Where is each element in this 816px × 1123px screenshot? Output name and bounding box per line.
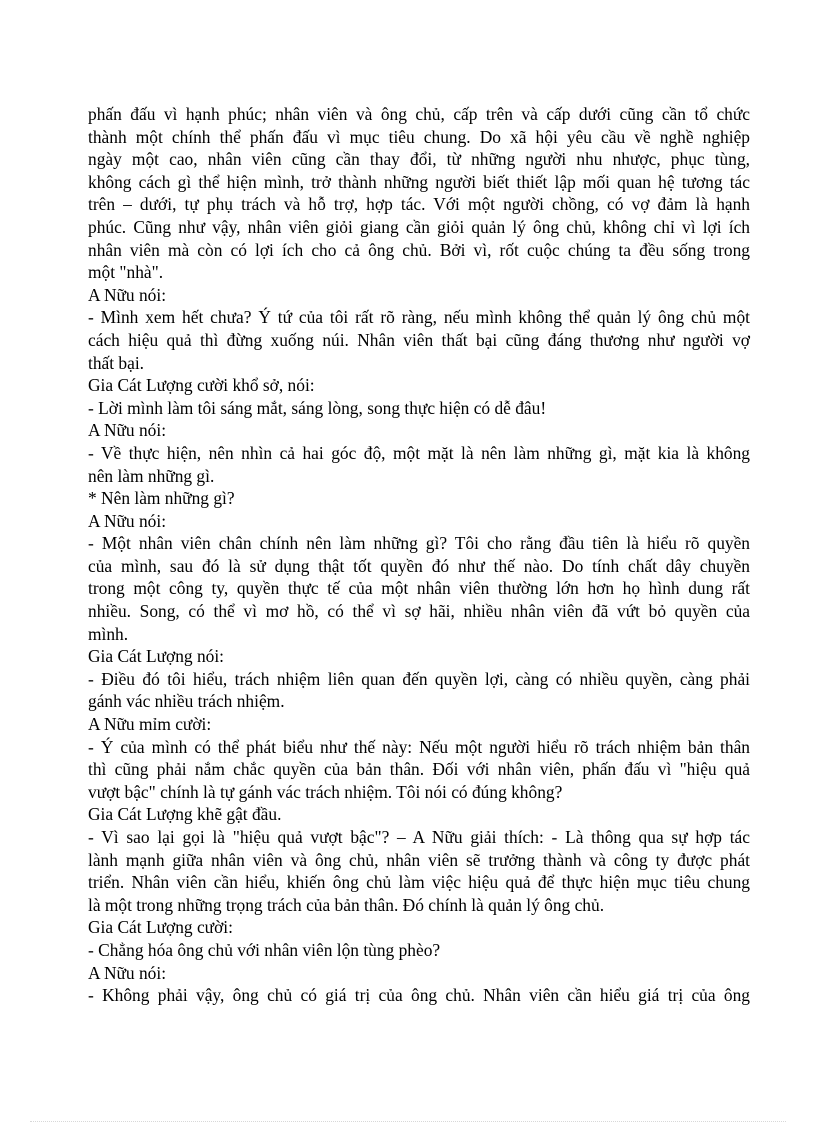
- text-line: - Ý của mình có thể phát biểu như thế này: Nếu một người hiểu rõ trách nhiệm bản thân: [88, 736, 750, 757]
- text-line: của mình, sau đó là sử dụng thật tốt quyền đó như thế nào. Do tính chất dây chuyền: [88, 555, 750, 576]
- speaker-line: A Nữu nói:: [88, 420, 167, 441]
- section-heading: * Nên làm những gì?: [88, 488, 235, 509]
- text-line: - Về thực hiện, nên nhìn cả hai góc độ, một mặt là nên làm những gì, mặt kia là không: [88, 442, 750, 463]
- text-line: - Không phải vậy, ông chủ có giá trị của ông chủ. Nhân viên cần hiểu giá trị của ông: [88, 985, 750, 1006]
- text-line: thì cũng phải nắm chắc quyền của bản thân. Đối với nhân viên, phấn đấu vì "hiệu quả: [88, 759, 750, 780]
- text-line: - Điều đó tôi hiểu, trách nhiệm liên quan đến quyền lợi, càng có nhiều quyền, càng phải: [88, 668, 750, 689]
- text-line: trong một công ty, quyền thực tế của một nhân viên thường lớn hơn họ hình dung rất: [88, 578, 750, 599]
- speaker-line: Gia Cát Lượng nói:: [88, 646, 224, 667]
- page-bottom-rule: [30, 1121, 786, 1122]
- text-line: ngày một cao, nhân viên cũng cần thay đổi, từ những người nhu nhược, phục tùng,: [88, 149, 750, 170]
- text-line: vượt bậc" chính là tự gánh vác trách nhiệm. Tôi nói có đúng không?: [88, 781, 563, 802]
- text-line: cách hiệu quả thì đừng xuống núi. Nhân viên thất bại cũng đáng thương như người vợ: [88, 329, 750, 350]
- text-line: một "nhà".: [88, 262, 164, 283]
- text-line: phúc. Cũng như vậy, nhân viên giỏi giang cần giỏi quản lý ông chủ, không chỉ vì lợi ích: [88, 216, 750, 237]
- text-line: nhiều. Song, có thể vì mơ hồ, có thể vì sợ hãi, nhiều nhân viên đã vứt bỏ quyền của: [88, 601, 750, 622]
- text-line: mình.: [88, 623, 129, 644]
- text-line: trên – dưới, tự phụ trách và hỗ trợ, hợp tác. Với một người chồng, có vợ đảm là hạnh: [88, 194, 750, 215]
- text-line: - Chẳng hóa ông chủ với nhân viên lộn tùng phèo?: [88, 939, 441, 960]
- text-line: gánh vác nhiều trách nhiệm.: [88, 691, 285, 712]
- speaker-line: A Nữu nói:: [88, 962, 167, 983]
- speaker-line: A Nữu nói:: [88, 510, 167, 531]
- text-line: triển. Nhân viên cần hiểu, khiến ông chủ làm việc hiệu quả để thực hiện mục tiêu chung: [88, 872, 750, 893]
- speaker-line: A Nữu nói:: [88, 284, 167, 305]
- speaker-line: A Nữu mỉm cười:: [88, 714, 212, 735]
- text-line: - Một nhân viên chân chính nên làm những gì? Tôi cho rằng đầu tiên là hiểu rõ quyền: [88, 533, 750, 554]
- speaker-line: Gia Cát Lượng cười khổ sở, nói:: [88, 375, 315, 396]
- text-line: - Mình xem hết chưa? Ý tứ của tôi rất rõ ràng, nếu mình không thể quản lý ông chủ một: [88, 307, 750, 328]
- text-line: - Lời mình làm tôi sáng mắt, sáng lòng, song thực hiện có dễ đâu!: [88, 397, 547, 418]
- text-line: thành một chính thể phấn đấu vì mục tiêu chung. Do xã hội yêu cầu về nghề nghiệp: [88, 126, 750, 147]
- text-line: nên làm những gì.: [88, 465, 215, 486]
- text-line: nhân viên mà còn có lợi ích cho cả ông chủ. Bởi vì, rốt cuộc chúng ta đều sống trong: [88, 239, 750, 260]
- document-body: [88, 103, 750, 1007]
- text-line: không cách gì thể hiện mình, trở thành những người biết thiết lập mối quan hệ tương tác: [88, 171, 750, 192]
- text-line: thất bại.: [88, 352, 145, 373]
- text-line: là một trong những trọng trách của bản thân. Đó chính là quản lý ông chủ.: [88, 894, 605, 915]
- speaker-line: Gia Cát Lượng khẽ gật đầu.: [88, 804, 282, 825]
- text-line: lành mạnh giữa nhân viên và ông chủ, nhân viên sẽ trưởng thành và công ty được phát: [88, 849, 750, 870]
- text-line: - Vì sao lại gọi là "hiệu quả vượt bậc"? – A Nữu giải thích: - Là thông qua sự hợp tác: [88, 827, 750, 847]
- text-line: phấn đấu vì hạnh phúc; nhân viên và ông chủ, cấp trên và cấp dưới cũng cần tổ chức: [88, 104, 750, 124]
- speaker-line: Gia Cát Lượng cười:: [88, 917, 233, 938]
